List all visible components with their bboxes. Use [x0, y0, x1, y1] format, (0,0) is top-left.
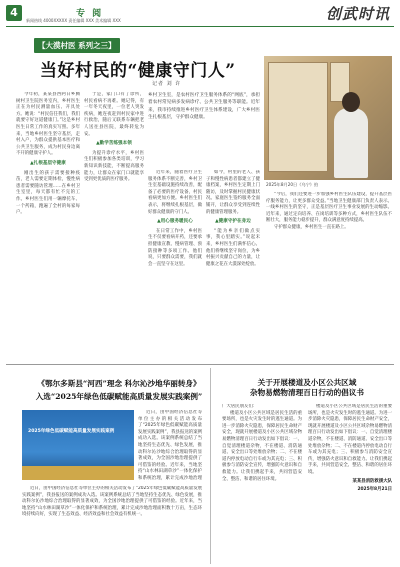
photo-caption: 2025年8月20日《乌宁》拍 — [266, 182, 319, 187]
title-line-2: 入选“2025年绿色低碳赋能高质量发展实践案例” — [35, 392, 203, 401]
column-divider — [210, 368, 211, 564]
column-subhead: ▲勤学苦练强本领 — [96, 141, 132, 147]
doctor-figure — [334, 108, 368, 178]
newspaper-logo: 创武时讯 — [325, 5, 390, 23]
bottom-left-column-a — [138, 410, 202, 482]
masthead — [0, 0, 400, 28]
main-headline: 当好村民的“健康守门人” — [40, 61, 236, 81]
column-subhead: ▲扎根基层守健康 — [30, 160, 66, 166]
title-line-1: 关于开展楼道及小区公共区域 — [257, 378, 357, 387]
doctor-head — [342, 92, 360, 112]
masthead-rule — [6, 26, 394, 27]
signature-date: 2025年8月21日 — [357, 487, 392, 493]
editor-note-text: 乡村卫生室，是农村医疗卫生服务体系的“网底”，承担着农村常见病多发病诊疗、公共卫生服务等职能。近年来，我市持续推进乡村医疗卫生体系建设，广大乡村医生扎根基层，守护群众健康。 — [148, 93, 260, 121]
column-text: 守护群众健康，乡村医生一直在路上。 — [274, 224, 349, 230]
bottom-right-text: 楼道及小区公共区域是居民生活的重要场所，也是火灾发生时的逃生通道。为进一步消除火灾隐患，保障居民生命财产安全，现就开展楼道及小区公共区域杂物易燃物清理百日行动发出如下倡议：一、自觉清理楼道杂物，不在楼道、消防通道、安全出口等处堆放杂物；二、不在楼道内停放电动自行车或为其充电；三、积极参与消防安全宣传，增强防火意识和自救能力。让我们携起手来，共同营造安全、整洁、和谐的居住环境。 — [222, 410, 302, 482]
article-column-4 — [206, 170, 260, 352]
article-photo — [264, 56, 392, 180]
article-column-1 — [16, 92, 80, 352]
column-subhead: ▲健康守护在身边 — [215, 219, 251, 225]
column-text: 如今，村里的老人、孩子和慢性病患者都建立了健康档案，乡村医生定期上门随访，及时掌握村民健康状况。家庭医生签约服务全面铺开，让群众享受到连续性的健康管理服务。 — [206, 170, 260, 215]
bottom-right-title — [222, 378, 392, 398]
series-tag: 【大漠村医 系列之三】 — [34, 38, 120, 53]
column-text: “能为乡亲们做点实事，我心里踏实。”说起未来，乡村医生们满怀信心。他们将继续坚守岗位，为乡村振兴贡献自己的力量，让健康之花在大漠深处绽放。 — [206, 228, 260, 267]
article-column-5 — [266, 192, 392, 352]
article-column-2 — [84, 92, 144, 352]
section-title: 专 阅 — [76, 9, 104, 19]
title-line-1: 《鄂尔多斯县“河西”理念 科尔沁沙地华丽转身》 — [37, 379, 201, 388]
award-banner-bar — [22, 466, 134, 480]
column-text: 为提升诊疗水平，乡村医生们积极参加各类培训，学习新知识新技能，不断提高服务能力，让群众在家门口就能享受到更优质的医疗服务。 — [84, 150, 144, 183]
byline: 记者 刘 许 — [152, 81, 182, 87]
column-subhead: ▲用心服务暖民心 — [157, 219, 193, 225]
bottom-right-column-b — [308, 404, 392, 564]
column-text: 在日常工作中，乡村医生不仅要看病开药，还要承担健康宣教、慢病管理、预防接种等多项工作。他们说，只要群众需要，我们就会一直坚守在这里。 — [148, 228, 202, 267]
bottom-left-text: 近日，由中国经济信息社等单位主办的相关活动发布了“2025年绿色低碳赋能高质量发展实践案例”，我县报送的案例成功入选。该案例系统总结了当地坚持生态优先、绿色发展，推动科尔沁沙地综合治理取得的显著成效，为全国沙地治理提供了可借鉴的经验。近年来，当地坚持“山水林田湖草沙”一体化保护和系统治理，累计完成沙地治理 — [138, 410, 202, 481]
publication-info: 新闻热线 4000XXXXX 责任编辑 XXX 美术编辑 XXX — [26, 18, 121, 23]
bottom-left-title — [34, 378, 204, 402]
signature: 某某县消防救援大队 — [352, 478, 392, 484]
column-text: “今后，我们还要进一步加强乡村医生队伍建设，提升基层医疗服务能力，让更多群众受益。”当地卫生健康部门负责人表示。一线乡村医生的坚守，正是基层医疗卫生事业发展的生动缩影。近年来，通过定向培养、在岗培训等多种方式，乡村医生队伍不断壮大，服务能力稳步提升，群众满意度持续提高。 — [266, 192, 392, 224]
bottom-left-text-cont: 近日，由中国经济信息社等单位主办的相关活动发布了“2025年绿色低碳赋能高质量发展实践案例”，我县报送的案例成功入选。该案例系统总结了当地坚持生态优先、绿色发展，推动科尔沁沙地综合治理取得的显著成效，为全国沙地治理提供了可借鉴的经验。近年来，当地坚持“山水林田湖草沙”一体化保护和系统治理，累计完成沙地治理面积数十万亩，生态环境持续向好，实现了生态效益、经济效益和社会效益有机统一。 — [22, 486, 202, 518]
award-image — [22, 410, 134, 480]
bottom-right-column-a — [222, 404, 302, 564]
bottom-right-text-cont: 楼道及小区公共区域是居民生活的重要场所，也是火灾发生时的逃生通道。为进一步消除火灾隐患，保障居民生命财产安全，现就开展楼道及小区公共区域杂物易燃物清理百日行动发出如下倡议：一、自觉清理楼道杂物，不在楼道、消防通道、安全出口等处堆放杂物；二、不在楼道内停放电动自行车或为其充电；三、积极参与消防安全宣传，增强防火意识和自救能力。让我们携起手来，共同营造安全、整洁、和谐的居住环境。 — [308, 404, 392, 475]
article-column-3 — [148, 170, 202, 352]
greeting: 广大居民朋友们： — [222, 404, 258, 409]
section-divider — [6, 364, 394, 365]
column-text: 刚出生的孩子需要接种疫苗，老人需要定期体检，慢性病患者需要随访管理……在乡村卫生室里，每天都有忙不完的工作。乡村医生们用一辆摩托车、一个药箱，跑遍了全村的每家每户。 — [16, 170, 80, 216]
medicine-cabinet — [268, 62, 328, 172]
column-text: 近年来，随着医疗卫生服务体系不断完善，乡村卫生室基础设施持续改善，配备了必要的医疗设备，村民看病更加方便。乡村医生们表示，将继续扎根基层，做好群众健康的守门人。 — [148, 170, 202, 215]
bottom-left-column-b — [22, 486, 202, 562]
title-line-2: 杂物易燃物清理百日行动的倡议书 — [250, 388, 364, 397]
award-banner-text: 2025年绿色低碳赋能高质量发展实践案例 — [28, 429, 115, 434]
column-text: 今年初，某某县西阿日乡腾树村卫生院医务室内，乡村医生正在为村民测量血压、开具处方。她说：“村民信任我们，我们就要守好这道健康门。”这是乡村医生日常工作的真实写照。多年来，当地乡村医生坚守基层，走村入户，为群众提供基本医疗和公共卫生服务，成为村民身边离不开的健康守护人。 — [16, 92, 80, 157]
page-number: 4 — [6, 5, 22, 21]
editor-note — [148, 92, 260, 122]
column-text: 于是，家门口有了诊所，村民看病不再难。她记得，有一年冬天夜里，一位老人突发疾病，她连夜赶到村民家中进行救治，随后又联系车辆把老人送往县医院，最终转危为安。 — [84, 92, 144, 137]
